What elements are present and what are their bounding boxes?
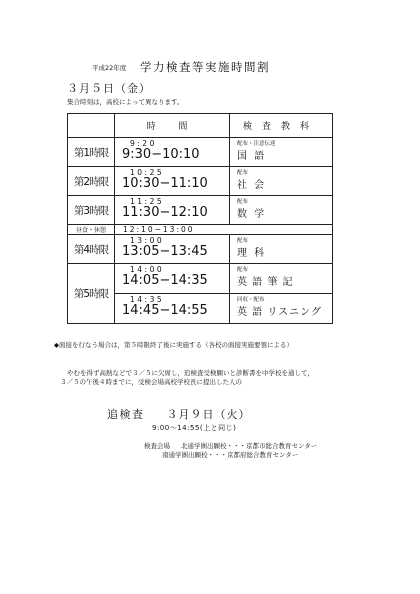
time-cell	[115, 138, 230, 167]
start-time: 14:00	[130, 265, 165, 274]
time-range: 11:30−12:10	[122, 205, 208, 220]
period-label: 第3時限	[68, 196, 115, 225]
makeup-time: 9:00〜14:55(上と同じ)	[152, 424, 237, 432]
header-subject: 検査教科	[230, 114, 333, 138]
header-time: 時 間	[115, 114, 230, 138]
subject-cell	[230, 167, 333, 196]
time-range: 9:30−10:10	[122, 147, 200, 162]
time-cell	[115, 294, 230, 324]
subject-note: 配布	[237, 170, 249, 176]
subject-note: 配布	[237, 199, 249, 205]
makeup-date: ３月９日（火）	[166, 408, 251, 421]
makeup-paragraph-line: やむを得ず高熱などで３／５に欠席し，追検査受検願いと診断書を中学校を通して，	[67, 369, 314, 377]
period-label: 第5時限	[68, 264, 115, 324]
table-row	[68, 264, 333, 294]
gathering-note: 集合時刻は，高校によって異なります。	[67, 98, 184, 106]
table-row	[68, 138, 333, 167]
header-blank-cell	[68, 114, 115, 138]
subject-cell	[230, 235, 333, 264]
venue-south: 南通学圏出願校・・・京都府総合教育センター	[162, 451, 299, 459]
lunch-label: 昼食・休憩	[68, 225, 115, 235]
subject-note: 配布	[237, 238, 249, 244]
period-label: 第2時限	[68, 167, 115, 196]
test-date: ３月５日（金）	[67, 82, 151, 95]
subject-note: 回収・配布	[237, 297, 265, 303]
subject-name: 英 語 リスニング	[237, 307, 322, 318]
time-cell	[115, 264, 230, 294]
period-label: 第4時限	[68, 235, 115, 264]
subject-cell	[230, 138, 333, 167]
makeup-label: 追検査	[107, 408, 145, 421]
interview-note: ◆面接を行なう場合は，第５時限終了後に実施する（各校の面接実施要領による）	[54, 341, 293, 349]
subject-name: 理 科	[237, 248, 267, 259]
table-row	[68, 167, 333, 196]
subject-cell	[230, 294, 333, 324]
schedule-table	[67, 113, 333, 324]
lunch-row	[68, 225, 333, 235]
venue-north: 北通学圏出願校・・・京都市総合教育センター	[181, 442, 318, 450]
subject-name: 社 会	[237, 180, 267, 191]
time-range: 13:05−13:45	[122, 244, 208, 259]
makeup-paragraph-line: ３／５の午後４時までに，受検会場高校学校長に提出した人の	[60, 378, 242, 386]
time-cell	[115, 235, 230, 264]
time-cell	[115, 167, 230, 196]
time-range: 14:45−14:55	[122, 303, 208, 318]
start-time: 11:25	[130, 197, 165, 206]
table-row	[68, 196, 333, 225]
page-title: 学力検査等実施時間割	[140, 60, 270, 74]
subject-name: 国 語	[237, 151, 267, 162]
start-time: 10:25	[130, 168, 165, 177]
start-time: 9:20	[130, 139, 157, 148]
table-header-row	[68, 114, 333, 138]
time-range: 14:05−14:35	[122, 273, 208, 288]
start-time: 14:35	[130, 295, 165, 304]
year-label: 平成22年度	[92, 64, 127, 72]
venue-label: 検査会場	[144, 442, 170, 450]
start-time: 13:00	[130, 236, 165, 245]
subject-cell	[230, 264, 333, 294]
makeup-heading	[107, 406, 251, 422]
subject-cell	[230, 196, 333, 225]
subject-note: 配布・注意伝達	[237, 141, 276, 147]
time-range: 10:30−11:10	[122, 176, 208, 191]
period-label: 第1時限	[68, 138, 115, 167]
lunch-time: 12:10−13:00	[115, 225, 333, 235]
table-row	[68, 235, 333, 264]
time-cell	[115, 196, 230, 225]
subject-name: 英 語 筆 記	[237, 277, 294, 288]
subject-note: 配布	[237, 267, 249, 273]
subject-name: 数 学	[237, 209, 267, 220]
